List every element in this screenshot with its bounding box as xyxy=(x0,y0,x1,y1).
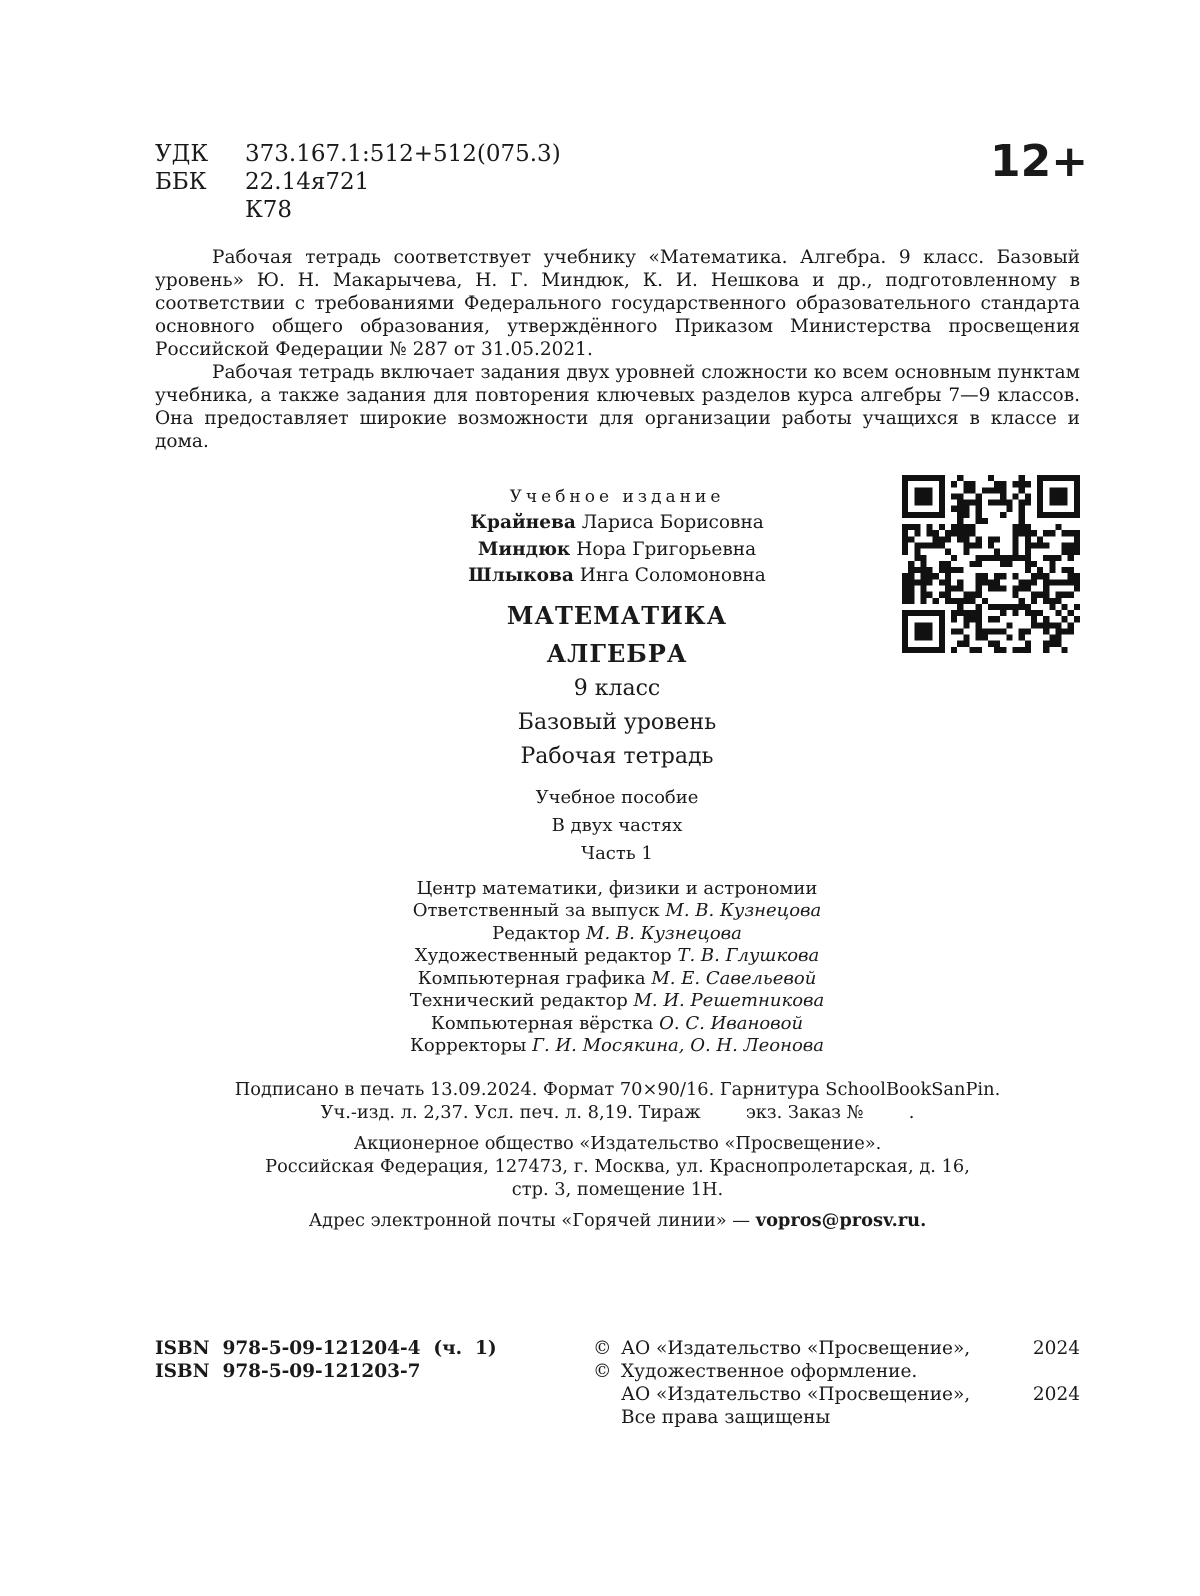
manual-part: Часть 1 xyxy=(581,842,653,864)
classification-block xyxy=(155,140,561,224)
author-name: Инга Соломоновна xyxy=(579,565,766,586)
imprint-sheets: Уч.-изд. л. 2,37. Усл. печ. л. 8,19. Тираж экз. Заказ № . xyxy=(320,1102,915,1123)
book-level: Базовый уровень xyxy=(517,709,717,735)
author-name: Нора Григорьевна xyxy=(576,538,757,560)
edition-type: Учебное издание xyxy=(509,487,725,507)
credit-person: М. Е. Савельевой xyxy=(651,967,817,989)
email-address: vopros@prosv.ru xyxy=(755,1210,921,1231)
credits-center: Центр математики, физики и астрономии xyxy=(416,877,818,899)
credit-role: Компьютерная вёрстка xyxy=(430,1012,654,1034)
credit-row xyxy=(300,900,934,923)
credit-role: Редактор xyxy=(492,922,581,944)
credit-row xyxy=(300,923,934,946)
copyright-text: АО «Издательство «Просвещение», xyxy=(621,1338,971,1359)
copyright-text: АО «Издательство «Просвещение», xyxy=(621,1384,971,1405)
imprint xyxy=(150,1078,1085,1232)
credit-row xyxy=(300,968,934,991)
credit-person: М. В. Кузнецова xyxy=(665,900,822,921)
author-name: Лариса Борисовна xyxy=(581,512,764,533)
imprint-address: Российская Федерация, 127473, г. Москва, ул. Краснопролетарская, д. 16, xyxy=(265,1156,970,1177)
imprint-email-line xyxy=(150,1209,1085,1232)
copyright-block xyxy=(593,1337,1080,1429)
abstract-paragraph: Рабочая тетрадь включает задания двух уровней сложности ко всем основным пунктам учебника, а также задания для повторения ключевых разделов курса алгебры 7—9 классов. Она предоставляет широкие возможности для организации работы учащихся в классе и дома. xyxy=(155,362,1080,452)
credit-role: Ответственный за выпуск xyxy=(412,900,660,921)
author-line xyxy=(300,563,934,590)
isbn-line: ISBN 978-5-09-121204-4 (ч. 1) xyxy=(155,1338,497,1359)
bbk-value: 22.14я721 xyxy=(245,169,370,195)
qr-code xyxy=(902,475,1080,653)
book-title-line1: МАТЕМАТИКА xyxy=(506,600,728,630)
credit-person: Г. И. Мосякина, О. Н. Леонова xyxy=(532,1035,824,1056)
copyright-symbol: © xyxy=(593,1361,612,1382)
credit-person: О. С. Ивановой xyxy=(659,1012,804,1034)
credit-role: Компьютерная графика xyxy=(417,967,646,989)
copyright-year: 2024 xyxy=(1032,1338,1080,1359)
udk-label: УДК xyxy=(155,141,209,167)
title-block xyxy=(300,484,934,1058)
author-line xyxy=(300,537,934,564)
credit-person: М. И. Решетникова xyxy=(633,990,825,1011)
author-surname: Миндюк xyxy=(477,538,571,560)
credit-row xyxy=(300,1035,934,1058)
credit-row xyxy=(300,945,934,968)
imprint-signed: Подписано в печать 13.09.2024. Формат 70×90/16. Гарнитура SchoolBookSanPin. xyxy=(234,1079,1001,1100)
credit-role: Художественный редактор xyxy=(414,945,672,966)
copyright-text: Все права защищены xyxy=(621,1407,831,1428)
credit-person: Т. В. Глушкова xyxy=(677,945,820,966)
abstract-paragraph: Рабочая тетрадь соответствует учебнику «Математика. Алгебра. 9 класс. Базовый уровень» Ю. Н. Макарычева, Н. Г. Миндюк, К. И. Нешкова и др., подготовленному в соответствии с требованиями Федерального государственного образовательного стандарта основного общего образования, утверждённого Приказом Министерства просвещения Российской Федерации № 287 от 31.05.2021. xyxy=(155,247,1080,360)
author-surname: Шлыкова xyxy=(468,565,574,586)
book-title-line2: АЛГЕБРА xyxy=(546,638,688,668)
author-surname: Крайнева xyxy=(470,512,576,533)
bbk-label: ББК xyxy=(155,169,207,195)
credits xyxy=(300,878,934,1058)
abstract xyxy=(155,246,1080,453)
copyright-symbol: © xyxy=(593,1338,612,1359)
copyright-year: 2024 xyxy=(1032,1384,1080,1405)
credit-role: Технический редактор xyxy=(409,990,628,1011)
credit-person: М. В. Кузнецова xyxy=(586,922,742,944)
credit-row xyxy=(300,1013,934,1036)
credit-role: Корректоры xyxy=(410,1035,527,1056)
isbn-block xyxy=(155,1337,497,1383)
isbn-line: ISBN 978-5-09-121203-7 xyxy=(155,1361,421,1382)
author-line xyxy=(300,510,934,537)
author-mark: К78 xyxy=(245,197,293,223)
book-kind: Рабочая тетрадь xyxy=(520,743,714,769)
email-period: . xyxy=(920,1210,927,1231)
book-grade: 9 класс xyxy=(573,675,661,701)
imprint-publisher: Акционерное общество «Издательство «Просвещение». xyxy=(353,1133,882,1154)
copyright-text: Художественное оформление. xyxy=(621,1361,918,1382)
imprint-address: стр. 3, помещение 1Н. xyxy=(511,1179,724,1200)
udk-value: 373.167.1:512+512(075.3) xyxy=(245,141,561,167)
credit-row xyxy=(300,990,934,1013)
manual-type: Учебное пособие xyxy=(535,786,699,808)
manual-parts: В двух частях xyxy=(551,814,683,836)
age-rating: 12+ xyxy=(990,136,1089,187)
email-label: Адрес электронной почты «Горячей линии» — xyxy=(308,1210,751,1231)
